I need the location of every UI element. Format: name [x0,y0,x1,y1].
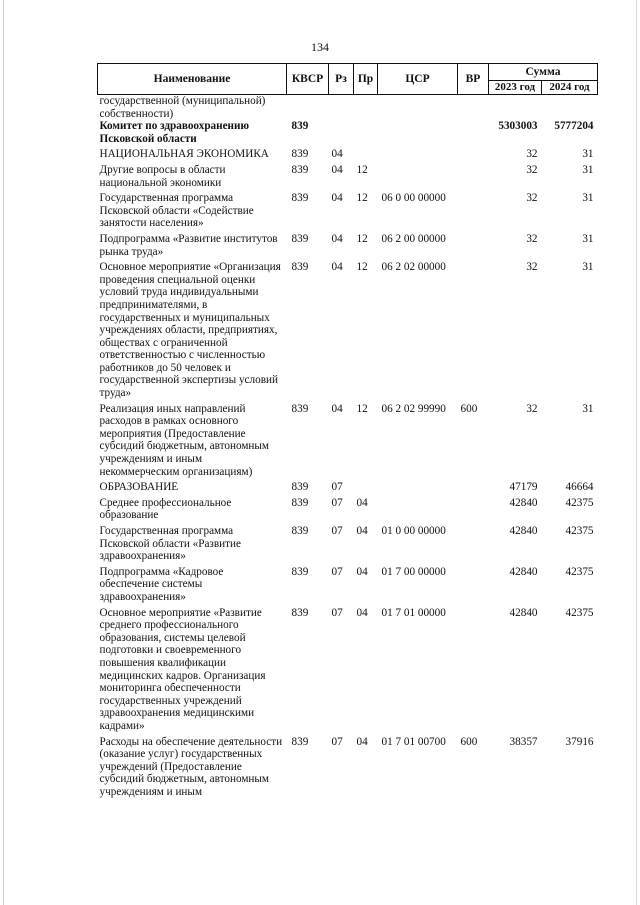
header-vr: ВР [458,64,489,95]
cell-name: Основное мероприятие «Организация проведения специальной оценки условий труда индивидуальными предпринимателями, в государственных и муниципальных учреждениях области, предприятиях, обществах с ограниченной ответственностью с численностью работников до 50 человек и государственной экспертизы условий труда» [99,261,281,400]
cell-kvsr: 839 [291,525,309,537]
cell-rz: 07 [331,565,343,578]
table-row [98,400,598,479]
cell-vr [458,120,489,145]
table-row [98,522,598,563]
cell-s23: 38357 [509,735,538,748]
table-body [98,95,598,799]
cell-kvsr: 839 [291,192,309,205]
header-csr: ЦСР [378,64,458,95]
cell-kvsr: 839 [291,481,309,494]
cell-rz: 07 [331,606,343,619]
cell-pr: 12 [356,402,368,415]
cell-s23: 32 [526,232,538,245]
cell-rz [329,120,354,145]
cell-kvsr: 839 [291,402,309,415]
cell-pr: 04 [356,496,368,509]
cell-name: Комитет по здравоохранению Псковской области [99,120,249,145]
cell-s24: 37916 [565,735,594,748]
cell-rz: 07 [331,496,343,509]
cell-kvsr: 839 [291,232,309,245]
cell-s24 [542,95,598,121]
cell-pr: 04 [356,525,368,537]
cell-csr [378,494,458,522]
cell-rz: 04 [331,232,343,245]
cell-s23: 32 [526,148,538,161]
cell-s24: 31 [582,402,594,415]
table-row [98,733,598,799]
cell-csr: 01 0 00 00000 [381,525,446,537]
cell-vr [458,563,489,604]
cell-name: Подпрограмма «Кадровое обеспечение системы здравоохранения» [99,565,224,603]
cell-s23: 32 [526,163,538,176]
cell-vr: 600 [460,735,478,748]
cell-vr [458,161,489,189]
cell-s23: 5303003 [498,120,538,133]
cell-rz: 04 [331,163,343,176]
cell-vr [458,230,489,258]
cell-s24: 31 [582,163,594,176]
cell-kvsr: 839 [291,261,309,274]
cell-s24: 31 [582,192,594,205]
table-row [98,258,598,400]
cell-pr: 12 [356,261,368,274]
cell-rz: 04 [331,402,343,415]
cell-csr: 01 7 01 00700 [381,735,446,748]
header-year-2023: 2023 год [489,81,542,95]
cell-s23: 32 [526,261,538,274]
cell-s24: 42375 [565,565,594,578]
cell-name: Основное мероприятие «Развитие среднего профессионального образования, системы целевой подготовки и своевременного повышения квалификации медицинских кадров. Организация мониторинга обеспеченности государственных учреждений здравоохранения медицинскими кадрами» [99,606,266,732]
cell-s23 [489,95,542,121]
cell-pr [354,145,378,161]
cell-rz: 07 [331,735,343,748]
cell-name: НАЦИОНАЛЬНАЯ ЭКОНОМИКА [99,148,269,161]
cell-name: Государственная программа Псковской области «Развитие здравоохранения» [99,525,241,563]
table-row [98,604,598,733]
cell-pr [354,120,378,145]
cell-pr: 12 [356,232,368,245]
cell-kvsr: 839 [291,120,309,133]
cell-rz: 04 [331,148,343,161]
cell-s23: 42840 [509,496,538,509]
cell-csr: 06 2 00 00000 [381,232,446,245]
cell-rz: 07 [331,525,343,537]
cell-name: Реализация иных направлений расходов в рамках основного мероприятия (Предоставление субсидий бюджетным, автономным учреждениям и иным некоммерческим организациям) [99,402,269,478]
cell-pr: 04 [356,606,368,619]
table-row [98,161,598,189]
cell-kvsr [287,95,329,121]
header-sum: Сумма [489,64,598,81]
table-row [98,95,598,121]
cell-csr: 01 7 00 00000 [381,565,446,578]
cell-csr [378,161,458,189]
header-pr: Пр [354,64,378,95]
cell-csr [378,145,458,161]
cell-s24: 5777204 [554,120,594,133]
table-row [98,230,598,258]
cell-vr [458,522,489,563]
cell-s24: 46664 [565,481,594,494]
table-row [98,494,598,522]
cell-kvsr: 839 [291,163,309,176]
cell-s23: 42840 [509,606,538,619]
cell-rz: 07 [331,481,343,494]
cell-s24: 42375 [565,496,594,509]
cell-name: Среднее профессиональное образование [99,496,232,522]
table-row [98,145,598,161]
cell-s23: 42840 [509,565,538,578]
header-name: Наименование [98,64,287,95]
cell-name: Другие вопросы в области национальной экономики [99,163,226,189]
cell-s23: 32 [526,192,538,205]
table-row [98,120,598,145]
cell-csr: 06 0 00 00000 [381,192,446,205]
cell-vr [458,95,489,121]
cell-s24: 42375 [565,606,594,619]
cell-vr [458,189,489,230]
cell-kvsr: 839 [291,148,309,161]
cell-pr: 12 [356,192,368,205]
cell-vr [458,494,489,522]
cell-csr: 06 2 02 99990 [381,402,446,415]
budget-table [97,63,598,798]
cell-rz: 04 [331,261,343,274]
cell-pr [354,95,378,121]
table-row [98,478,598,494]
table-header [98,64,598,95]
cell-pr: 12 [356,163,368,176]
cell-name: Расходы на обеспечение деятельности (оказание услуг) государственных учреждений (Предоставление субсидий бюджетным, автономным учреждениям и иным [99,735,283,798]
cell-rz [329,95,354,121]
cell-kvsr: 839 [291,496,309,509]
scan-edge-right [636,0,637,905]
cell-kvsr: 839 [291,606,309,619]
table-row [98,563,598,604]
cell-csr [378,95,458,121]
scan-edge-left [3,0,4,905]
cell-s24: 42375 [565,525,594,537]
cell-kvsr: 839 [291,735,309,748]
cell-vr [458,145,489,161]
cell-pr: 04 [356,735,368,748]
table-row [98,189,598,230]
cell-pr [354,478,378,494]
header-kvsr: КВСР [287,64,329,95]
cell-name: Подпрограмма «Развитие институтов рынка труда» [99,232,278,258]
cell-csr: 06 2 02 00000 [381,261,446,274]
cell-s24: 31 [582,148,594,161]
page-number: 134 [311,40,329,54]
cell-name: Государственная программа Псковской области «Содействие занятости населения» [99,192,254,230]
cell-name: ОБРАЗОВАНИЕ [99,481,179,494]
cell-s23: 47179 [509,481,538,494]
header-year-2024: 2024 год [542,81,598,95]
cell-vr [458,258,489,400]
cell-pr: 04 [356,565,368,578]
cell-kvsr: 839 [291,565,309,578]
cell-rz: 04 [331,192,343,205]
cell-csr [378,120,458,145]
cell-csr [378,478,458,494]
header-rz: Рз [329,64,354,95]
cell-name: государственной (муниципальной) собственности) [99,95,266,120]
cell-s24: 31 [582,261,594,274]
cell-vr: 600 [460,402,478,415]
cell-s24: 31 [582,232,594,245]
cell-s23: 42840 [509,525,538,537]
cell-vr [458,604,489,733]
cell-s23: 32 [526,402,538,415]
cell-vr [458,478,489,494]
cell-csr: 01 7 01 00000 [381,606,446,619]
